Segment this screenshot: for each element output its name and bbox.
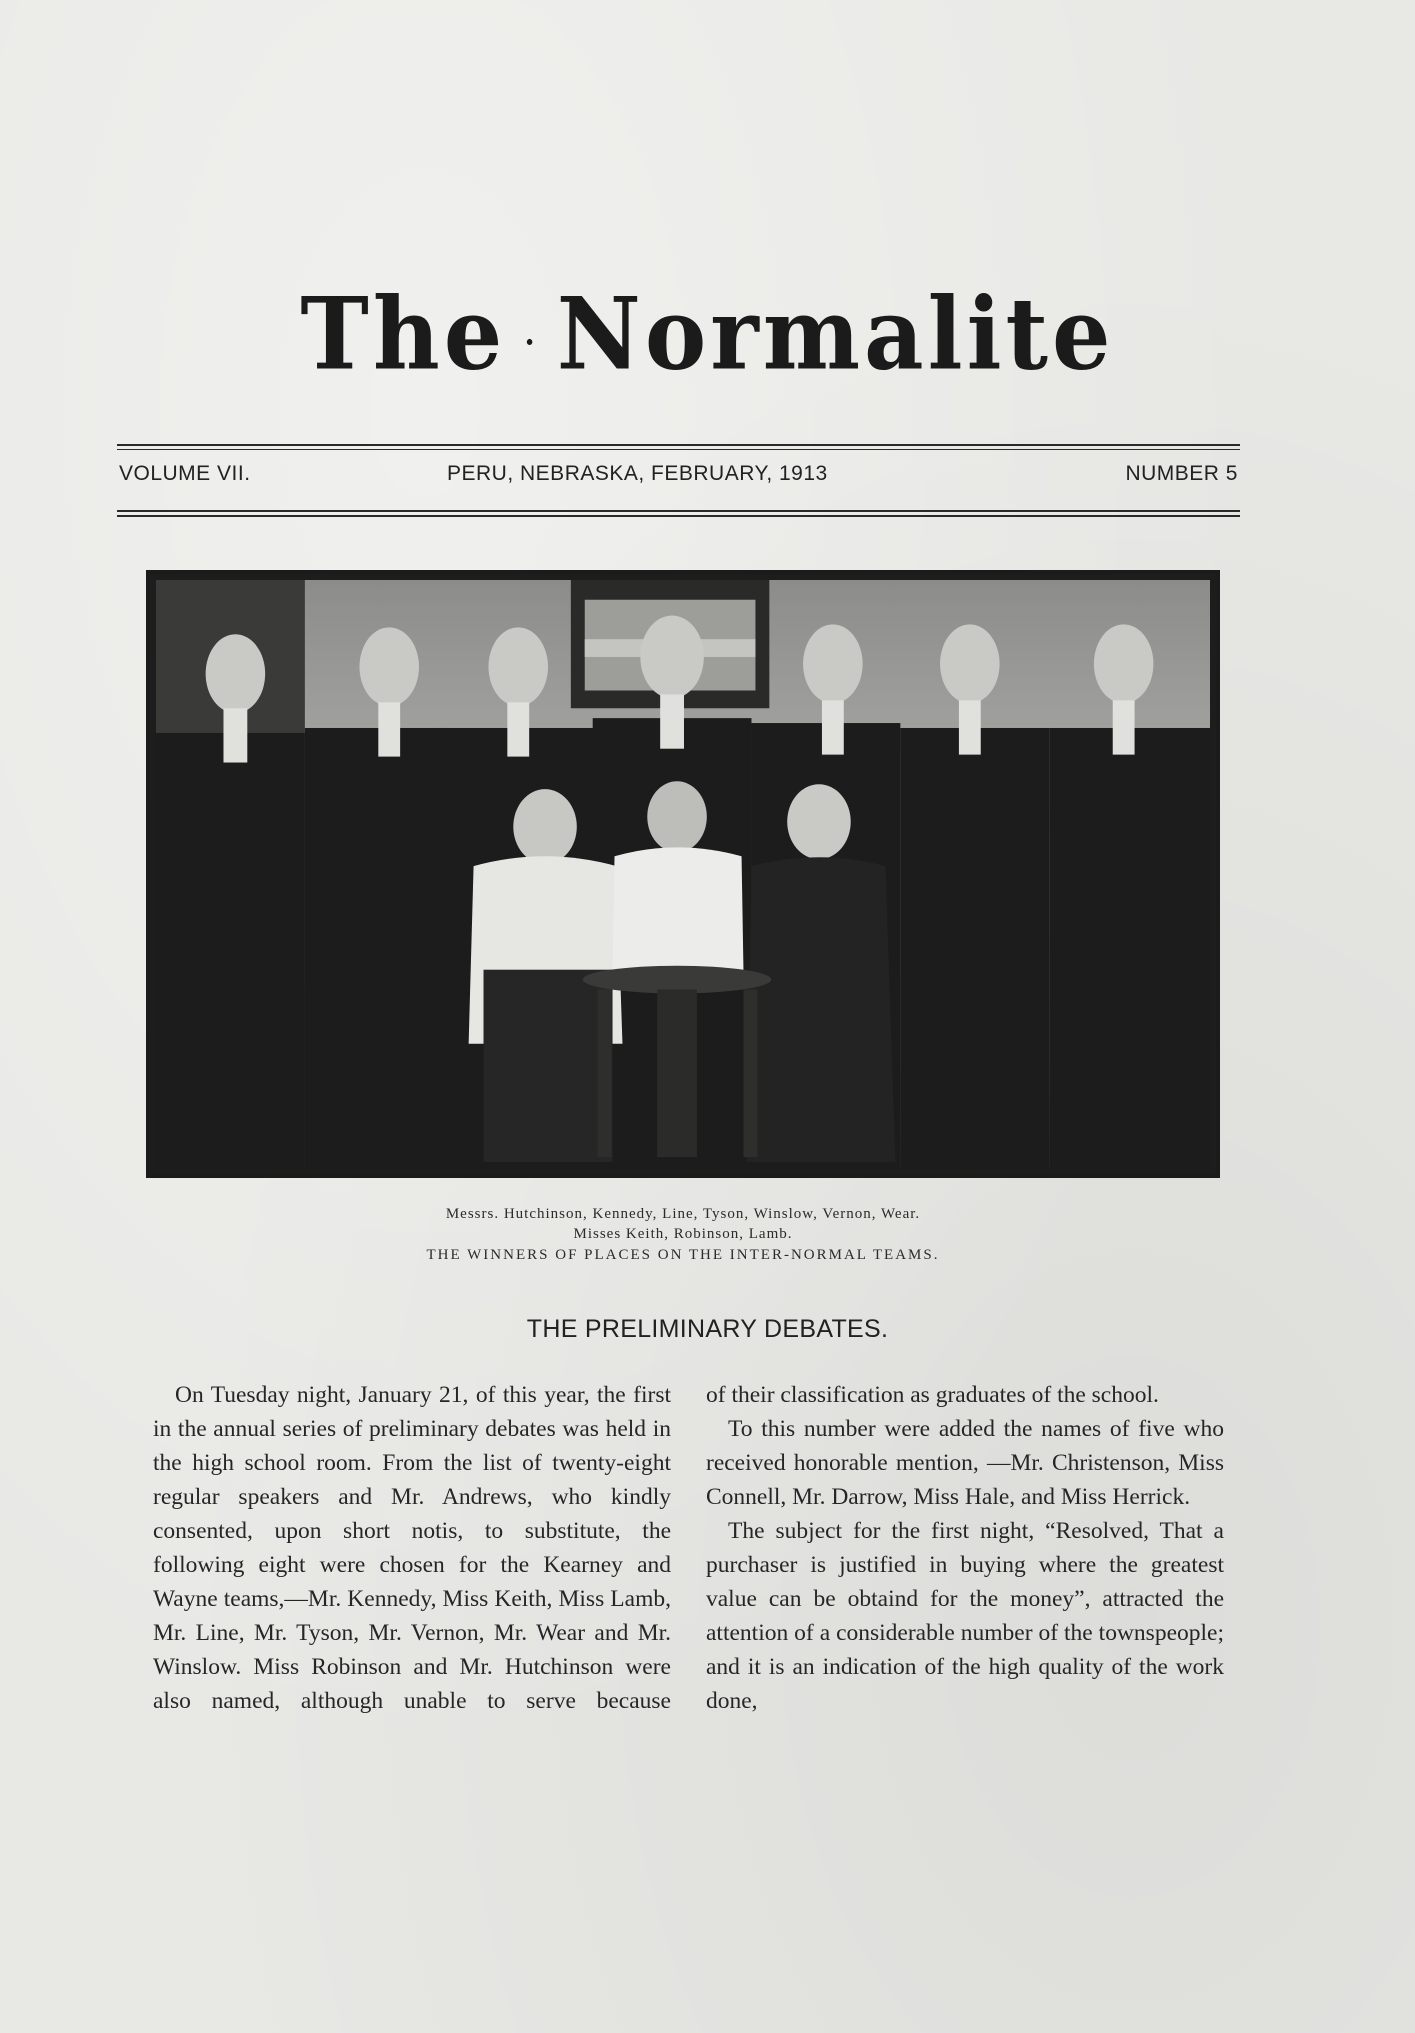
article-paragraph-3: The subject for the first night, “Resolved, That a purchaser is justified in buying where the greatest value can be obtaind for the money”, attracted the attention of a considerable number of the townspeople; and it is an indication of the high quality of the work done, xyxy=(706,1518,1224,1714)
number-label: NUMBER 5 xyxy=(1125,462,1238,485)
article-paragraph-2: To this number were added the names of five who received honorable mention, —Mr. Christenson, Miss Connell, Mr. Darrow, Miss Hale, and Miss Herrick. xyxy=(706,1416,1224,1510)
top-rule xyxy=(117,444,1240,446)
bottom-rule-2 xyxy=(117,515,1240,517)
masthead-title xyxy=(0,276,1415,393)
photo-caption-title: THE WINNERS OF PLACES ON THE INTER-NORMAL TEAMS. xyxy=(426,1247,940,1263)
photo-caption-names-women: Misses Keith, Robinson, Lamb. xyxy=(573,1226,793,1242)
group-photo-image xyxy=(156,580,1210,1168)
article-paragraph-1-continued: of their classification as graduates of the school. xyxy=(706,1382,1159,1408)
top-rule-thin xyxy=(117,449,1240,450)
article-right-column xyxy=(706,1378,1224,1718)
article-left-column xyxy=(153,1378,671,1718)
article-paragraph-1: On Tuesday night, January 21, of this year, the first in the annual series of preliminary debates was held in the high school room. From the list of twenty-eight regular speakers and Mr. Andrews, who kindly consented, upon short notis, to substitute, the following eight were chosen for the Kearney and Wayne teams,—Mr. Kennedy, Miss Keith, Miss Lamb, Mr. Line, Mr. Tyson, Mr. Vernon, Mr. Wear and Mr. Winslow. Miss Robinson and Mr. Hutchinson were also named, although unable to serve because xyxy=(153,1382,671,1714)
issue-info-row xyxy=(117,462,1240,498)
article-headline: THE PRELIMINARY DEBATES. xyxy=(526,1315,889,1343)
masthead-separator: · xyxy=(524,324,539,362)
masthead-title-left: The xyxy=(300,275,507,393)
bottom-rule xyxy=(117,510,1240,512)
photo-caption-names-men: Messrs. Hutchinson, Kennedy, Line, Tyson, Winslow, Vernon, Wear. xyxy=(445,1206,921,1222)
volume-label: VOLUME VII. xyxy=(119,462,251,485)
masthead-title-right: Normalite xyxy=(556,275,1115,393)
group-photo xyxy=(146,570,1220,1178)
place-date-label: PERU, NEBRASKA, FEBRUARY, 1913 xyxy=(447,462,828,485)
